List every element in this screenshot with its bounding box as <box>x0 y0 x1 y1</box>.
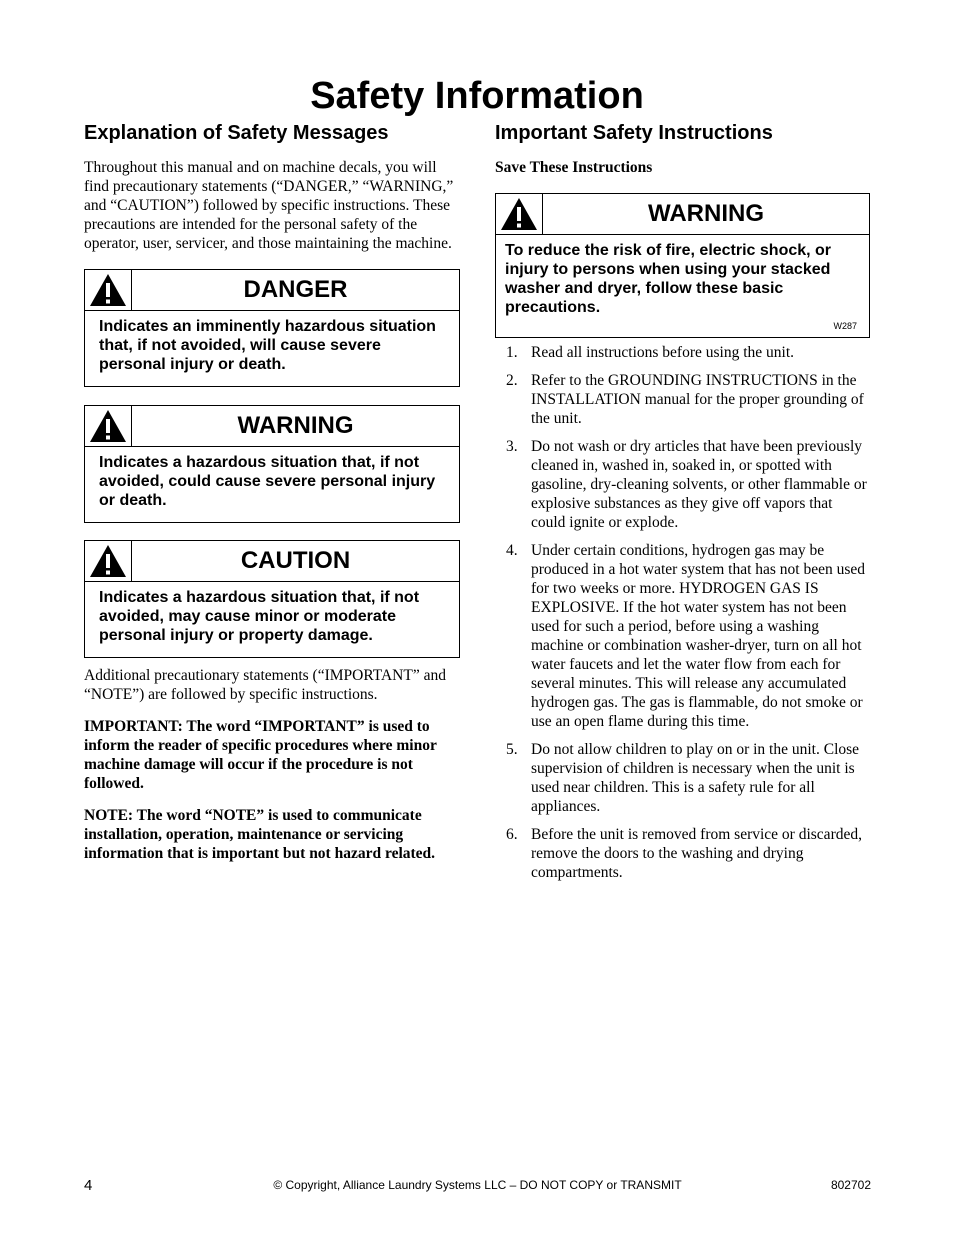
list-item: 6. Before the unit is removed from service or discarded, remove the doors to the washing and drying compartments. <box>506 826 862 881</box>
page-number: 4 <box>84 1177 93 1194</box>
list-item: 4. Under certain conditions, hydrogen gas may be produced in a hot water system that has not been used for two weeks or more. HYDROGEN GAS IS EXPLOSIVE. If the hot water system has not been used for such a period, before using a washing machine or combination washer-dryer, turn on all hot water faucets and let the water flow from each for several minutes. This will release any accumulated hydrogen gas. The gas is flammable, do not smoke or use an open flame during this time. <box>506 542 866 730</box>
list-item: 2. Refer to the GROUNDING INSTRUCTIONS in the INSTALLATION manual for the proper grounding of the unit. <box>506 372 864 427</box>
section-heading-explanation: Explanation of Safety Messages <box>84 122 389 144</box>
page-title: Safety Information <box>310 75 644 117</box>
section-heading-important-safety: Important Safety Instructions <box>495 122 773 144</box>
hazard-triangle-icon <box>89 544 127 578</box>
warning-code: W287 <box>833 321 857 331</box>
additional-statements-paragraph: Additional precautionary statements (“IMPORTANT” and “NOTE”) are followed by specific instructions. <box>84 667 446 703</box>
hazard-triangle-icon <box>500 197 538 231</box>
copyright-notice: © Copyright, Alliance Laundry Systems LLC – DO NOT COPY or TRANSMIT <box>273 1178 682 1192</box>
right-column <box>495 120 870 891</box>
hazard-triangle-icon <box>89 409 127 443</box>
page-footer <box>84 1177 871 1195</box>
note-paragraph: NOTE: The word “NOTE” is used to communicate installation, operation, maintenance or servicing information that is important but not hazard related. <box>84 807 436 862</box>
list-item: 3. Do not wash or dry articles that have been previously cleaned in, washed in, soaked in, or spotted with gasoline, dry-cleaning solvents, or other flammable or explosive substances as they give off vapors that could ignite or explode. <box>506 438 867 531</box>
warning-signal-word: WARNING <box>237 412 354 439</box>
caution-box <box>84 540 460 658</box>
list-item: 5. Do not allow children to play on or in the unit. Close supervision of children is necessary when the unit is used near children. This is a safety rule for all appliances. <box>506 741 860 815</box>
stacked-warning-box <box>495 193 870 338</box>
instruction-list <box>495 343 870 882</box>
warning-signal-word: WARNING <box>648 200 764 227</box>
warning-precaution-text: To reduce the risk of fire, electric shock, or injury to persons when using your stacked washer and dryer, follow these basic precautions. <box>505 242 832 316</box>
list-item: 1. Read all instructions before using the unit. <box>506 344 795 361</box>
danger-box <box>84 269 460 387</box>
document-number: 802702 <box>830 1178 871 1192</box>
caution-description: Indicates a hazardous situation that, if not avoided, may cause minor or moderate personal injury or property damage. <box>99 589 420 644</box>
hazard-triangle-icon <box>89 273 127 307</box>
save-instructions-subheading: Save These Instructions <box>495 159 653 176</box>
warning-description: Indicates a hazardous situation that, if not avoided, could cause severe personal injury or death. <box>99 454 436 509</box>
left-column <box>84 120 460 863</box>
important-paragraph: IMPORTANT: The word “IMPORTANT” is used to inform the reader of specific procedures where minor machine damage will occur if the procedure is not followed. <box>84 718 437 792</box>
intro-paragraph: Throughout this manual and on machine decals, you will find precautionary statements (“DANGER,” “WARNING,” and “CAUTION”) followed by specific instructions. These precautions are intended for the personal safety of the operator, user, servicer, and those maintaining the machine. <box>84 159 454 252</box>
warning-definition-box <box>84 405 460 523</box>
danger-signal-word: DANGER <box>243 276 348 303</box>
danger-description: Indicates an imminently hazardous situation that, if not avoided, will cause severe personal injury or death. <box>99 318 436 373</box>
caution-signal-word: CAUTION <box>240 547 351 574</box>
